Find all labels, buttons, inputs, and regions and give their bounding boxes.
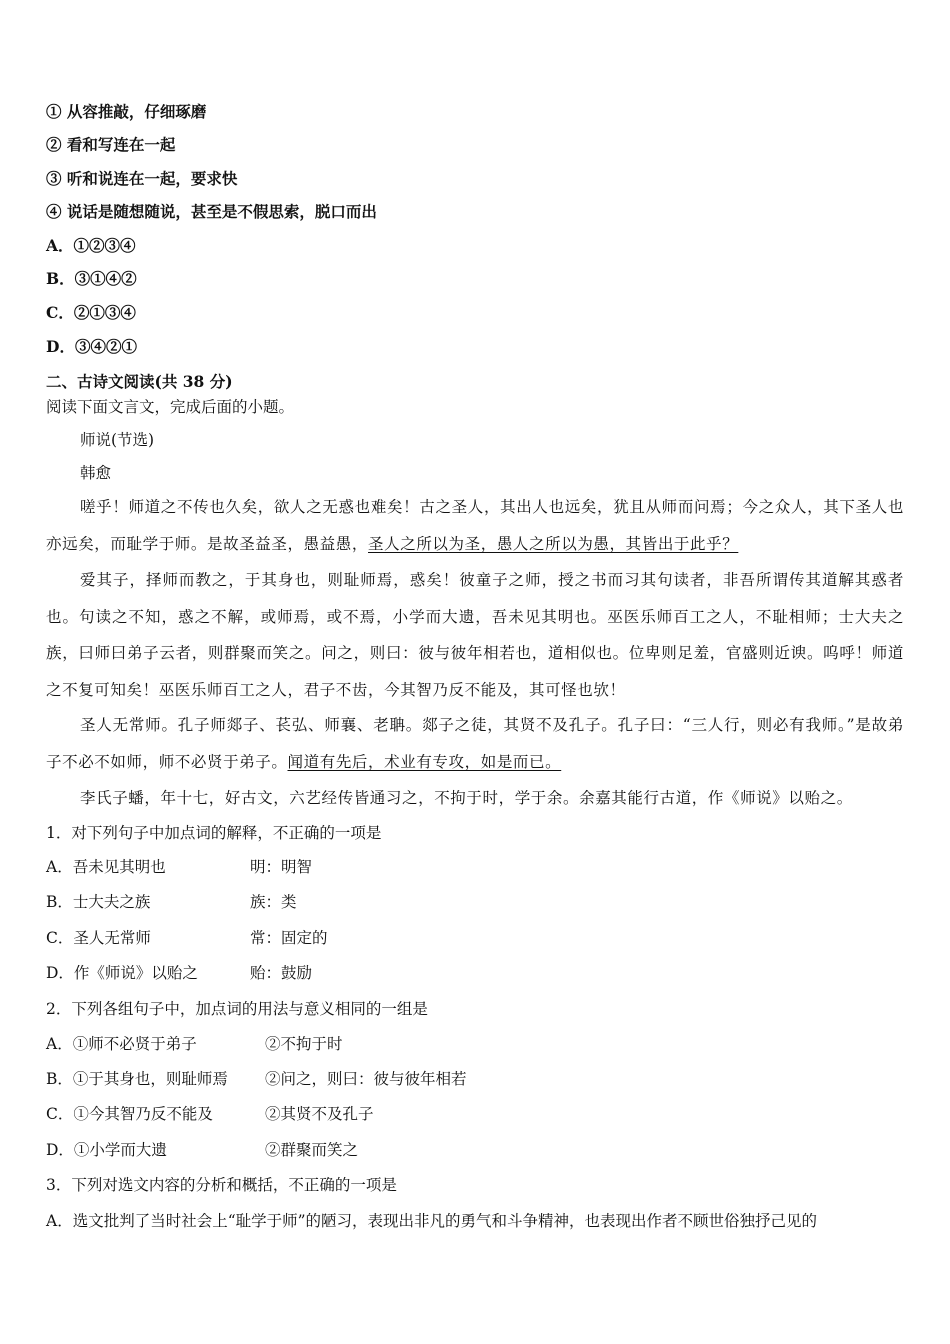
q1-option-b (46, 892, 297, 912)
passage-paragraph-3 (46, 707, 904, 780)
q2-option-a (46, 1034, 343, 1054)
passage-paragraph-1 (46, 489, 904, 562)
option-text: B．①于其身也，则耻师焉 (46, 1070, 228, 1088)
option-gloss: ②不拘于时 (265, 1035, 343, 1053)
option-gloss: 常：固定的 (250, 929, 328, 947)
q1-option-d (46, 963, 313, 983)
passage-paragraph-4: 李氏子蟠，年十七，好古文，六艺经传皆通习之，不拘于时，学于余。余嘉其能行古道，作《师说》以贻之。 (80, 789, 853, 807)
option-text: B．士大夫之族 (46, 893, 151, 911)
statement-2: ② 看和写连在一起 (46, 135, 176, 154)
option-c: C．②①③④ (46, 303, 136, 322)
option-gloss: 贻：鼓励 (250, 964, 313, 982)
option-gloss: ②问之，则曰：彼与彼年相若 (265, 1070, 467, 1088)
option-text: C．①今其智乃反不能及 (46, 1105, 213, 1123)
question-1-stem: 1．对下列句子中加点词的解释，不正确的一项是 (46, 824, 382, 842)
option-a: A．①②③④ (46, 236, 136, 255)
statement-1: ① 从容推敲，仔细琢磨 (46, 102, 207, 121)
option-text: A．①师不必贤于弟子 (46, 1035, 197, 1053)
passage-title: 师说(节选) (80, 431, 155, 449)
question-2-stem: 2．下列各组句子中，加点词的用法与意义相同的一组是 (46, 1000, 428, 1018)
section-heading: 二、古诗文阅读(共 38 分) (46, 372, 233, 391)
underlined-sentence: 闻道有先后，术业有专攻，如是而已。 (287, 752, 562, 771)
option-b: B．③①④② (46, 269, 137, 288)
q2-option-d (46, 1140, 359, 1160)
q2-option-c (46, 1104, 374, 1124)
option-gloss: 明：明智 (250, 858, 313, 876)
option-text: D．作《师说》以贻之 (46, 964, 198, 982)
option-text: D．①小学而大遗 (46, 1141, 167, 1159)
option-text: A．吾未见其明也 (46, 858, 166, 876)
option-text: C．圣人无常师 (46, 929, 151, 947)
question-3-stem: 3．下列对选文内容的分析和概括，不正确的一项是 (46, 1176, 397, 1194)
statement-4: ④ 说话是随想随说，甚至是不假思索，脱口而出 (46, 202, 377, 221)
q1-option-c (46, 928, 328, 948)
option-gloss: ②群聚而笑之 (265, 1141, 359, 1159)
statement-3: ③ 听和说连在一起，要求快 (46, 169, 238, 188)
passage-text: 圣人无常师。孔子师郯子、苌弘、师襄、老聃。郯子之徒，其贤不及孔子。孔子曰：“三人行，则必有我师。”是故弟子不必不如师，师不必贤于弟子。 (46, 716, 904, 771)
passage-author: 韩愈 (80, 464, 112, 482)
q2-option-b (46, 1069, 467, 1089)
passage-text: 嗟乎！师道之不传也久矣，欲人之无惑也难矣！古之圣人，其出人也远矣，犹且从师而问焉；今之众人，其下圣人也亦远矣，而耻学于师。是故圣益圣，愚益愚， (46, 498, 904, 553)
option-d: D．③④②① (46, 337, 137, 356)
q3-option-a: A．选文批判了当时社会上“耻学于师”的陋习，表现出非凡的勇气和斗争精神，也表现出作者不顾世俗独抒己见的 (46, 1212, 818, 1230)
section-instruction: 阅读下面文言文，完成后面的小题。 (46, 398, 295, 416)
q1-option-a (46, 857, 313, 877)
option-gloss: 族：类 (250, 893, 297, 911)
passage-paragraph-2: 爱其子，择师而教之，于其身也，则耻师焉，惑矣！彼童子之师，授之书而习其句读者，非吾所谓传其道解其惑者也。句读之不知，惑之不解，或师焉，或不焉，小学而大遗，吾未见其明也。巫医乐师百工之人，不耻相师；士大夫之族，曰师曰弟子云者，则群聚而笑之。问之，则曰：彼与彼年相若也，道相似也。位卑则足羞，官盛则近谀。呜呼！师道之不复可知矣！巫医乐师百工之人，君子不齿，今其智乃反不能及，其可怪也欤！ (46, 571, 904, 699)
option-gloss: ②其贤不及孔子 (265, 1105, 374, 1123)
underlined-sentence: 圣人之所以为圣，愚人之所以为愚，其皆出于此乎？ (368, 534, 739, 553)
